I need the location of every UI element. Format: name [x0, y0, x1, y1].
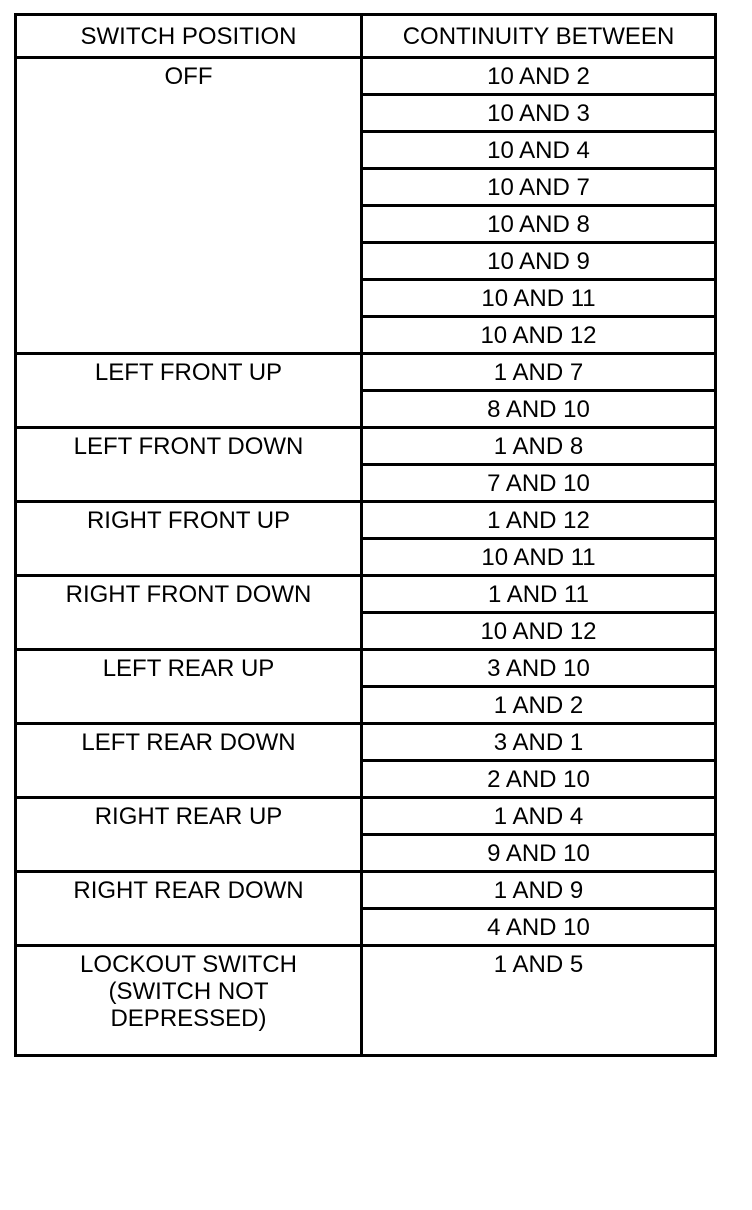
continuity-cell: 1 AND 5	[362, 946, 716, 1056]
switch-position-label	[17, 433, 360, 460]
switch-position-line: OFF	[164, 63, 213, 90]
table-row	[16, 428, 716, 465]
continuity-cell: 1 AND 9	[362, 872, 716, 909]
switch-position-line: (SWITCH NOT	[108, 978, 269, 1005]
switch-continuity-table	[14, 13, 717, 1057]
continuity-cell: 1 AND 11	[362, 576, 716, 613]
continuity-cell: 10 AND 7	[362, 169, 716, 206]
continuity-cell: 1 AND 8	[362, 428, 716, 465]
table-row	[16, 502, 716, 539]
switch-position-cell	[16, 798, 362, 872]
continuity-cell: 10 AND 9	[362, 243, 716, 280]
table-row	[16, 946, 716, 1056]
continuity-cell: 8 AND 10	[362, 391, 716, 428]
switch-position-cell	[16, 650, 362, 724]
switch-position-line: RIGHT FRONT DOWN	[65, 581, 312, 608]
switch-position-line: RIGHT FRONT UP	[86, 507, 291, 534]
switch-position-line: RIGHT REAR UP	[94, 803, 283, 830]
switch-position-line: LEFT REAR UP	[102, 655, 275, 682]
continuity-cell: 3 AND 10	[362, 650, 716, 687]
continuity-cell: 10 AND 12	[362, 613, 716, 650]
continuity-cell: 10 AND 4	[362, 132, 716, 169]
switch-position-cell	[16, 946, 362, 1056]
continuity-cell: 1 AND 2	[362, 687, 716, 724]
switch-position-line: RIGHT REAR DOWN	[73, 877, 304, 904]
switch-position-label	[17, 803, 360, 830]
continuity-cell: 3 AND 1	[362, 724, 716, 761]
switch-position-label	[17, 63, 360, 90]
header-continuity-between: CONTINUITY BETWEEN	[362, 15, 716, 58]
switch-position-label	[17, 729, 360, 756]
continuity-cell: 10 AND 11	[362, 280, 716, 317]
continuity-cell: 4 AND 10	[362, 909, 716, 946]
header-switch-position: SWITCH POSITION	[16, 15, 362, 58]
switch-position-line: LEFT FRONT DOWN	[73, 433, 304, 460]
table-row	[16, 872, 716, 909]
continuity-cell: 10 AND 3	[362, 95, 716, 132]
continuity-cell: 10 AND 8	[362, 206, 716, 243]
table-row	[16, 576, 716, 613]
switch-position-cell	[16, 724, 362, 798]
continuity-cell: 10 AND 2	[362, 58, 716, 95]
switch-position-line: LOCKOUT SWITCH	[80, 951, 297, 978]
table-row	[16, 724, 716, 761]
switch-position-cell	[16, 354, 362, 428]
table-row	[16, 650, 716, 687]
switch-position-line: DEPRESSED)	[110, 1005, 267, 1032]
switch-position-label	[17, 951, 360, 1032]
switch-position-cell	[16, 576, 362, 650]
table-row	[16, 58, 716, 95]
continuity-cell: 7 AND 10	[362, 465, 716, 502]
switch-position-label	[17, 581, 360, 608]
switch-position-label	[17, 655, 360, 682]
continuity-cell: 1 AND 12	[362, 502, 716, 539]
switch-position-line: LEFT REAR DOWN	[81, 729, 296, 756]
switch-position-label	[17, 877, 360, 904]
header-row	[16, 15, 716, 58]
switch-position-label	[17, 507, 360, 534]
switch-position-cell	[16, 428, 362, 502]
continuity-cell: 1 AND 4	[362, 798, 716, 835]
continuity-cell: 10 AND 12	[362, 317, 716, 354]
switch-position-label	[17, 359, 360, 386]
switch-position-cell	[16, 502, 362, 576]
switch-position-line: LEFT FRONT UP	[94, 359, 283, 386]
table-body	[16, 58, 716, 1056]
table-row	[16, 354, 716, 391]
continuity-cell: 2 AND 10	[362, 761, 716, 798]
table-row	[16, 798, 716, 835]
switch-position-cell	[16, 872, 362, 946]
continuity-cell: 10 AND 11	[362, 539, 716, 576]
continuity-cell: 9 AND 10	[362, 835, 716, 872]
continuity-cell: 1 AND 7	[362, 354, 716, 391]
switch-position-cell	[16, 58, 362, 354]
